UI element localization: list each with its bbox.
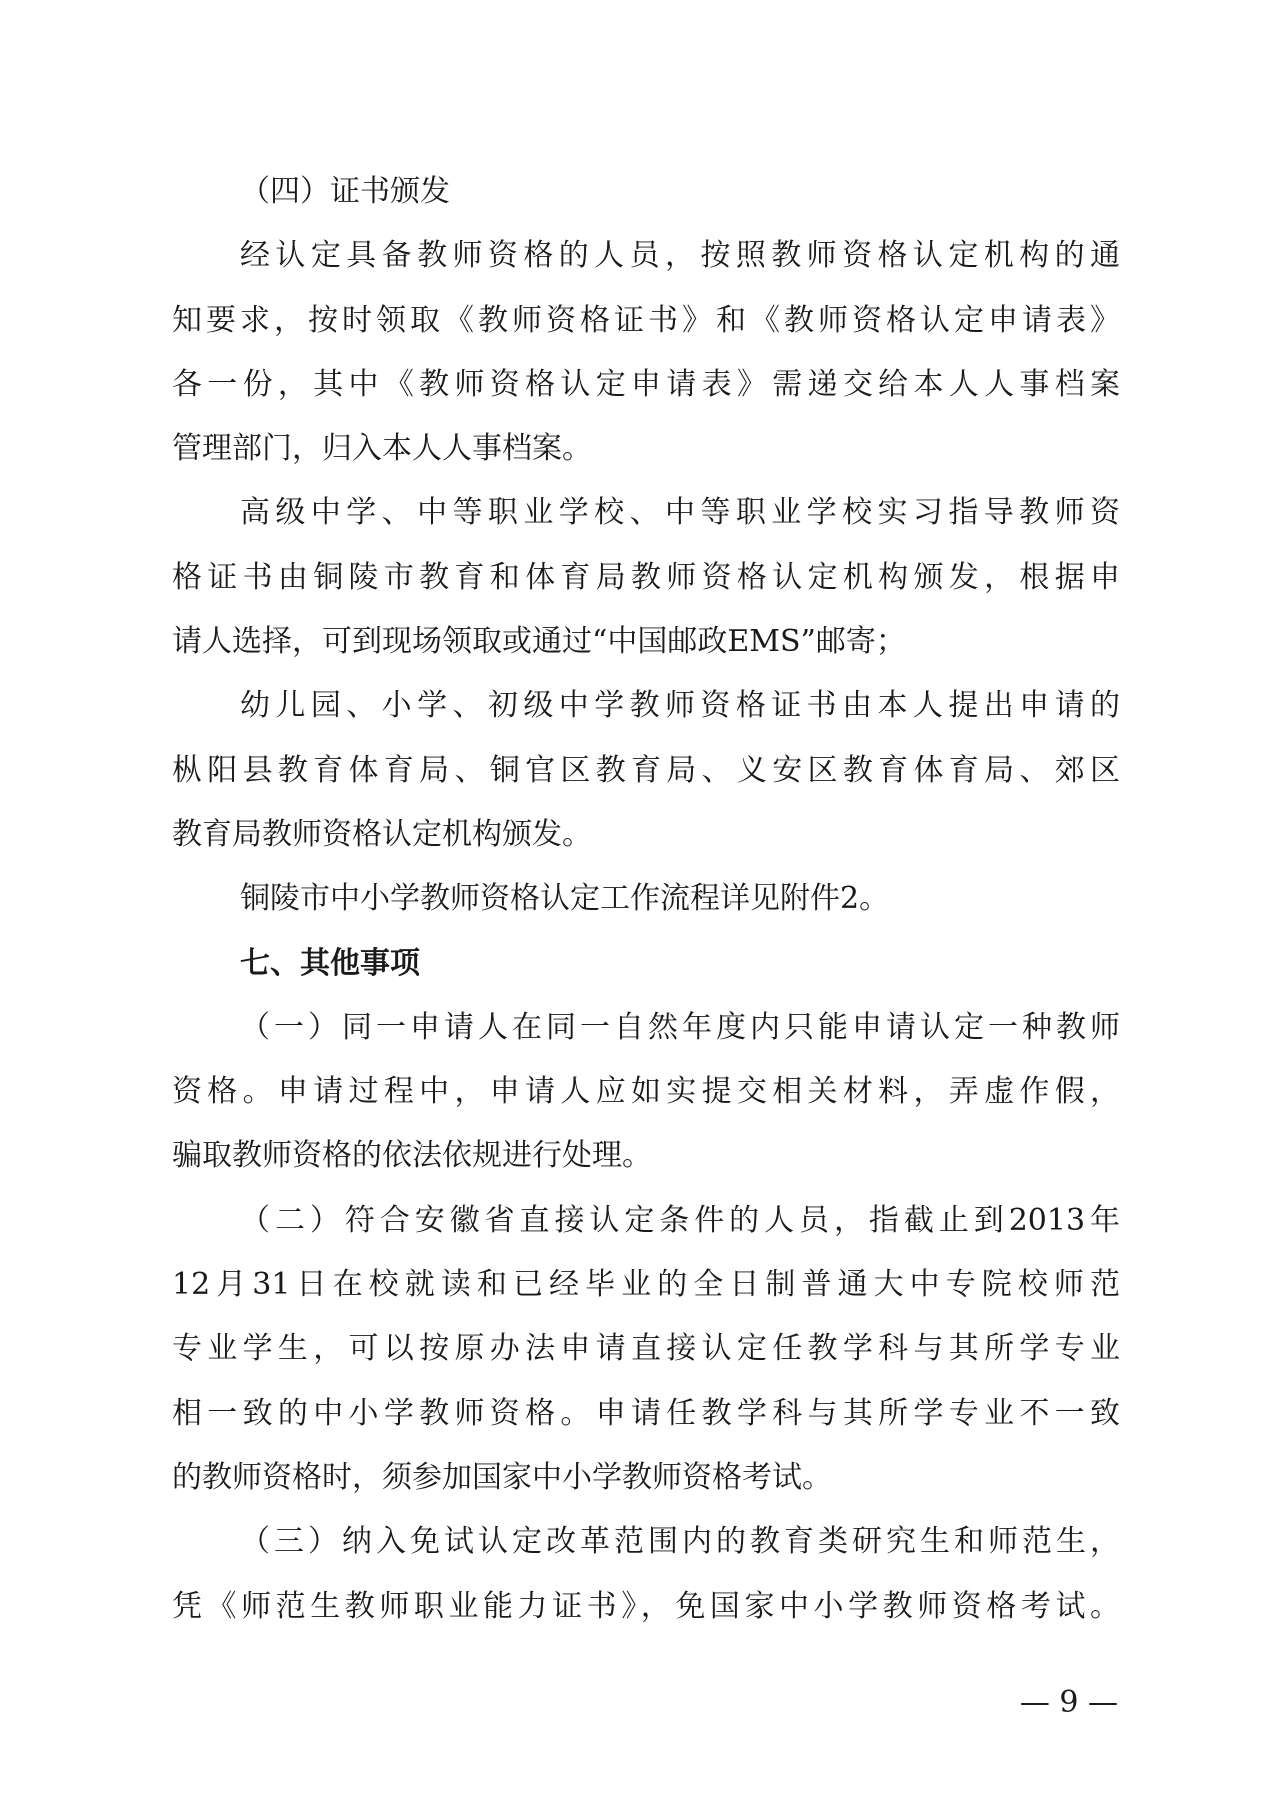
- text-line: （三）纳入免试认定改革范围内的教育类研究生和师范生，: [240, 1524, 1120, 1560]
- text-line: 格证书由铜陵市教育和体育局教师资格认定机构颁发，根据申: [172, 559, 1120, 595]
- text-line: （四）证书颁发: [240, 174, 450, 209]
- text-line: 教育局教师资格认定机构颁发。: [172, 816, 592, 852]
- text-line: 经认定具备教师资格的人员，按照教师资格认定机构的通: [240, 238, 1120, 274]
- text-line: 专业学生，可以按原办法申请直接认定任教学科与其所学专业: [172, 1331, 1120, 1367]
- text-line: 各一份，其中《教师资格认定申请表》需递交给本人人事档案: [172, 366, 1120, 402]
- page-number: — 9 —: [1019, 1685, 1118, 1720]
- document-body: [172, 160, 1120, 1639]
- text-line: 幼儿园、小学、初级中学教师资格证书由本人提出申请的: [240, 688, 1120, 724]
- section-heading: 七、其他事项: [240, 945, 420, 981]
- text-line: 管理部门，归入本人人事档案。: [172, 431, 592, 467]
- text-line: 相一致的中小学教师资格。申请任教学科与其所学专业不一致: [172, 1395, 1120, 1431]
- text-line: （一）同一申请人在同一自然年度内只能申请认定一种教师: [240, 1009, 1120, 1045]
- text-line: 高级中学、中等职业学校、中等职业学校实习指导教师资: [240, 495, 1120, 531]
- text-line: 资格。申请过程中，申请人应如实提交相关材料，弄虚作假，: [172, 1074, 1120, 1110]
- text-line: 铜陵市中小学教师资格认定工作流程详见附件2。: [240, 881, 890, 917]
- text-line: 凭《师范生教师职业能力证书》，免国家中小学教师资格考试。: [172, 1588, 1120, 1624]
- text-line: 请人选择，可到现场领取或通过“中国邮政EMS”邮寄；: [172, 624, 906, 660]
- text-line: 的教师资格时，须参加国家中小学教师资格考试。: [172, 1459, 832, 1495]
- text-line: 骗取教师资格的依法依规进行处理。: [172, 1138, 652, 1174]
- text-line: （二）符合安徽省直接认定条件的人员，指截止到2013年: [240, 1202, 1120, 1238]
- text-line: 12月31日在校就读和已经毕业的全日制普通大中专院校师范: [172, 1267, 1120, 1303]
- text-line: 枞阳县教育体育局、铜官区教育局、义安区教育体育局、郊区: [172, 752, 1120, 788]
- text-line: 知要求，按时领取《教师资格证书》和《教师资格认定申请表》: [172, 302, 1120, 338]
